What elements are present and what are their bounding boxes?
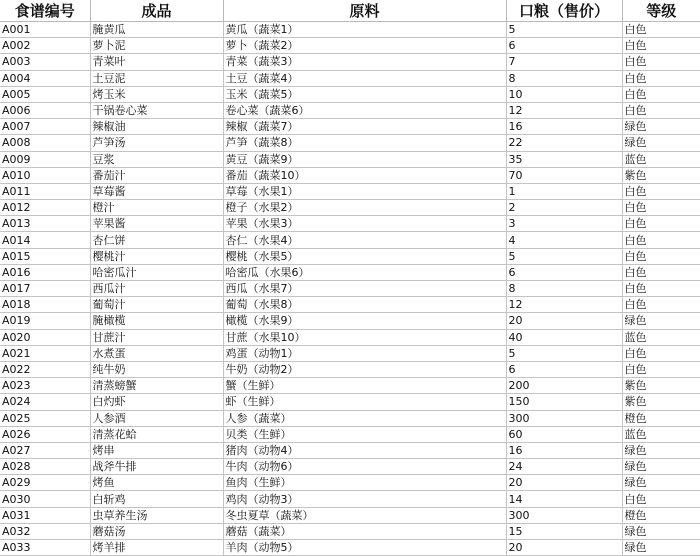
recipe-id-cell[interactable]: A001 [0, 22, 90, 38]
recipe-id-cell[interactable]: A031 [0, 507, 90, 523]
ingredient-cell[interactable]: 蟹（生鲜） [223, 378, 506, 394]
recipe-id-cell[interactable]: A011 [0, 183, 90, 199]
table-row [0, 167, 700, 183]
recipe-id-cell[interactable]: A017 [0, 281, 90, 297]
ingredient-cell[interactable]: 鸡蛋（动物1） [223, 345, 506, 361]
recipe-id-cell[interactable]: A020 [0, 329, 90, 345]
price-cell[interactable]: 7 [506, 54, 622, 70]
table-row [0, 313, 700, 329]
price-cell[interactable]: 16 [506, 119, 622, 135]
product-cell[interactable]: 番茄汁 [90, 167, 223, 183]
grade-cell[interactable]: 紫色 [622, 378, 700, 394]
ingredient-cell[interactable]: 玉米（蔬菜5） [223, 86, 506, 102]
table-row [0, 394, 700, 410]
price-cell[interactable]: 5 [506, 345, 622, 361]
grade-cell[interactable]: 白色 [622, 232, 700, 248]
price-cell[interactable]: 20 [506, 540, 622, 556]
recipe-id-cell[interactable]: A015 [0, 248, 90, 264]
ingredient-cell[interactable]: 葡萄（水果8） [223, 297, 506, 313]
table-row [0, 216, 700, 232]
product-cell[interactable]: 干锅卷心菜 [90, 102, 223, 118]
recipe-id-cell[interactable]: A022 [0, 361, 90, 377]
product-cell[interactable]: 人参酒 [90, 410, 223, 426]
product-cell[interactable]: 烤鱼 [90, 475, 223, 491]
price-cell[interactable]: 300 [506, 507, 622, 523]
table-row [0, 38, 700, 54]
price-cell[interactable]: 4 [506, 232, 622, 248]
table-row [0, 426, 700, 442]
product-cell[interactable]: 草莓酱 [90, 183, 223, 199]
grade-cell[interactable]: 绿色 [622, 523, 700, 539]
recipe-id-cell[interactable]: A023 [0, 378, 90, 394]
grade-cell[interactable]: 绿色 [622, 540, 700, 556]
product-cell[interactable]: 烤羊排 [90, 540, 223, 556]
ingredient-cell[interactable]: 牛奶（动物2） [223, 361, 506, 377]
grade-cell[interactable]: 白色 [622, 491, 700, 507]
product-cell[interactable]: 辣椒油 [90, 119, 223, 135]
recipe-id-cell[interactable]: A004 [0, 70, 90, 86]
grade-cell[interactable]: 白色 [622, 70, 700, 86]
ingredient-cell[interactable]: 萝卜（蔬菜2） [223, 38, 506, 54]
table-row [0, 86, 700, 102]
product-cell[interactable]: 葡萄汁 [90, 297, 223, 313]
recipe-id-cell[interactable]: A006 [0, 102, 90, 118]
recipe-id-cell[interactable]: A032 [0, 523, 90, 539]
ingredient-cell[interactable]: 牛肉（动物6） [223, 459, 506, 475]
ingredient-cell[interactable]: 橄榄（水果9） [223, 313, 506, 329]
grade-cell[interactable]: 绿色 [622, 135, 700, 151]
ingredient-cell[interactable]: 鸡肉（动物3） [223, 491, 506, 507]
grade-cell[interactable]: 橙色 [622, 410, 700, 426]
header-recipe-id[interactable]: 食谱编号 [0, 0, 90, 22]
price-cell[interactable]: 8 [506, 70, 622, 86]
header-ingredient[interactable]: 原料 [223, 0, 506, 22]
grade-cell[interactable]: 白色 [622, 22, 700, 38]
ingredient-cell[interactable]: 贝类（生鲜） [223, 426, 506, 442]
grade-cell[interactable]: 白色 [622, 281, 700, 297]
price-cell[interactable]: 3 [506, 216, 622, 232]
ingredient-cell[interactable]: 草莓（水果1） [223, 183, 506, 199]
price-cell[interactable]: 70 [506, 167, 622, 183]
product-cell[interactable]: 白灼虾 [90, 394, 223, 410]
table-body [0, 22, 700, 556]
recipe-id-cell[interactable]: A005 [0, 86, 90, 102]
grade-cell[interactable]: 橙色 [622, 507, 700, 523]
grade-cell[interactable]: 紫色 [622, 167, 700, 183]
product-cell[interactable]: 西瓜汁 [90, 281, 223, 297]
table-row [0, 248, 700, 264]
product-cell[interactable]: 烤串 [90, 442, 223, 458]
grade-cell[interactable]: 白色 [622, 345, 700, 361]
product-cell[interactable]: 清蒸花蛤 [90, 426, 223, 442]
price-cell[interactable]: 5 [506, 22, 622, 38]
grade-cell[interactable]: 蓝色 [622, 151, 700, 167]
grade-cell[interactable]: 白色 [622, 361, 700, 377]
grade-cell[interactable]: 白色 [622, 102, 700, 118]
grade-cell[interactable]: 白色 [622, 264, 700, 280]
table-row [0, 70, 700, 86]
price-cell[interactable]: 12 [506, 102, 622, 118]
product-cell[interactable]: 腌黄瓜 [90, 22, 223, 38]
price-cell[interactable]: 20 [506, 313, 622, 329]
price-cell[interactable]: 20 [506, 475, 622, 491]
recipe-id-cell[interactable]: A018 [0, 297, 90, 313]
ingredient-cell[interactable]: 甘蔗（水果10） [223, 329, 506, 345]
table-row [0, 442, 700, 458]
price-cell[interactable]: 12 [506, 297, 622, 313]
price-cell[interactable]: 40 [506, 329, 622, 345]
table-row [0, 297, 700, 313]
recipe-id-cell[interactable]: A002 [0, 38, 90, 54]
grade-cell[interactable]: 白色 [622, 216, 700, 232]
table-row [0, 361, 700, 377]
price-cell[interactable]: 10 [506, 86, 622, 102]
ingredient-cell[interactable]: 苹果（水果3） [223, 216, 506, 232]
grade-cell[interactable]: 绿色 [622, 442, 700, 458]
recipe-id-cell[interactable]: A016 [0, 264, 90, 280]
recipe-id-cell[interactable]: A029 [0, 475, 90, 491]
table-row [0, 540, 700, 556]
grade-cell[interactable]: 蓝色 [622, 426, 700, 442]
table-row [0, 329, 700, 345]
product-cell[interactable]: 白斩鸡 [90, 491, 223, 507]
grade-cell[interactable]: 绿色 [622, 119, 700, 135]
ingredient-cell[interactable]: 黄瓜（蔬菜1） [223, 22, 506, 38]
price-cell[interactable]: 60 [506, 426, 622, 442]
ingredient-cell[interactable]: 辣椒（蔬菜7） [223, 119, 506, 135]
price-cell[interactable]: 5 [506, 248, 622, 264]
price-cell[interactable]: 150 [506, 394, 622, 410]
table-row [0, 410, 700, 426]
header-row [0, 0, 700, 22]
table-row [0, 200, 700, 216]
recipe-id-cell[interactable]: A021 [0, 345, 90, 361]
ingredient-cell[interactable]: 黄豆（蔬菜9） [223, 151, 506, 167]
table-row [0, 22, 700, 38]
recipe-id-cell[interactable]: A028 [0, 459, 90, 475]
product-cell[interactable]: 战斧牛排 [90, 459, 223, 475]
product-cell[interactable]: 纯牛奶 [90, 361, 223, 377]
table-row [0, 232, 700, 248]
ingredient-cell[interactable]: 西瓜（水果7） [223, 281, 506, 297]
header-product[interactable]: 成品 [90, 0, 223, 22]
ingredient-cell[interactable]: 羊肉（动物5） [223, 540, 506, 556]
price-cell[interactable]: 24 [506, 459, 622, 475]
product-cell[interactable]: 哈密瓜汁 [90, 264, 223, 280]
recipe-id-cell[interactable]: A026 [0, 426, 90, 442]
price-cell[interactable]: 15 [506, 523, 622, 539]
product-cell[interactable]: 橙汁 [90, 200, 223, 216]
product-cell[interactable]: 豆浆 [90, 151, 223, 167]
grade-cell[interactable]: 绿色 [622, 459, 700, 475]
product-cell[interactable]: 腌橄榄 [90, 313, 223, 329]
table-row [0, 54, 700, 70]
product-cell[interactable]: 青菜叶 [90, 54, 223, 70]
table-row [0, 119, 700, 135]
table-row [0, 345, 700, 361]
product-cell[interactable]: 蘑菇汤 [90, 523, 223, 539]
price-cell[interactable]: 6 [506, 264, 622, 280]
product-cell[interactable]: 萝卜泥 [90, 38, 223, 54]
recipe-id-cell[interactable]: A019 [0, 313, 90, 329]
ingredient-cell[interactable]: 猪肉（动物4） [223, 442, 506, 458]
grade-cell[interactable]: 白色 [622, 38, 700, 54]
price-cell[interactable]: 35 [506, 151, 622, 167]
ingredient-cell[interactable]: 卷心菜（蔬菜6） [223, 102, 506, 118]
ingredient-cell[interactable]: 土豆（蔬菜4） [223, 70, 506, 86]
ingredient-cell[interactable]: 冬虫夏草（蔬菜） [223, 507, 506, 523]
price-cell[interactable]: 1 [506, 183, 622, 199]
ingredient-cell[interactable]: 人参（蔬菜） [223, 410, 506, 426]
product-cell[interactable]: 芦笋汤 [90, 135, 223, 151]
product-cell[interactable]: 水煮蛋 [90, 345, 223, 361]
table-row [0, 507, 700, 523]
price-cell[interactable]: 200 [506, 378, 622, 394]
table-row [0, 475, 700, 491]
table-row [0, 491, 700, 507]
product-cell[interactable]: 杏仁饼 [90, 232, 223, 248]
product-cell[interactable]: 苹果酱 [90, 216, 223, 232]
ingredient-cell[interactable]: 芦笋（蔬菜8） [223, 135, 506, 151]
header-price[interactable]: 口粮（售价） [506, 0, 622, 22]
product-cell[interactable]: 虫草养生汤 [90, 507, 223, 523]
grade-cell[interactable]: 白色 [622, 248, 700, 264]
price-cell[interactable]: 300 [506, 410, 622, 426]
price-cell[interactable]: 8 [506, 281, 622, 297]
product-cell[interactable]: 樱桃汁 [90, 248, 223, 264]
recipe-id-cell[interactable]: A008 [0, 135, 90, 151]
table-row [0, 281, 700, 297]
table-row [0, 264, 700, 280]
ingredient-cell[interactable]: 蘑菇（蔬菜） [223, 523, 506, 539]
ingredient-cell[interactable]: 橙子（水果2） [223, 200, 506, 216]
ingredient-cell[interactable]: 番茄（蔬菜10） [223, 167, 506, 183]
grade-cell[interactable]: 白色 [622, 183, 700, 199]
grade-cell[interactable]: 绿色 [622, 313, 700, 329]
product-cell[interactable]: 烤玉米 [90, 86, 223, 102]
table-row [0, 135, 700, 151]
grade-cell[interactable]: 绿色 [622, 475, 700, 491]
price-cell[interactable]: 22 [506, 135, 622, 151]
recipe-id-cell[interactable]: A007 [0, 119, 90, 135]
recipe-id-cell[interactable]: A003 [0, 54, 90, 70]
table-row [0, 183, 700, 199]
recipe-id-cell[interactable]: A010 [0, 167, 90, 183]
recipe-id-cell[interactable]: A012 [0, 200, 90, 216]
recipe-id-cell[interactable]: A027 [0, 442, 90, 458]
ingredient-cell[interactable]: 杏仁（水果4） [223, 232, 506, 248]
recipe-id-cell[interactable]: A030 [0, 491, 90, 507]
recipe-id-cell[interactable]: A014 [0, 232, 90, 248]
table-row [0, 523, 700, 539]
price-cell[interactable]: 6 [506, 38, 622, 54]
ingredient-cell[interactable]: 青菜（蔬菜3） [223, 54, 506, 70]
recipe-id-cell[interactable]: A025 [0, 410, 90, 426]
grade-cell[interactable]: 白色 [622, 54, 700, 70]
recipe-id-cell[interactable]: A033 [0, 540, 90, 556]
product-cell[interactable]: 土豆泥 [90, 70, 223, 86]
table-row [0, 151, 700, 167]
ingredient-cell[interactable]: 虾（生鲜） [223, 394, 506, 410]
table-row [0, 102, 700, 118]
grade-cell[interactable]: 蓝色 [622, 329, 700, 345]
product-cell[interactable]: 清蒸螃蟹 [90, 378, 223, 394]
recipe-id-cell[interactable]: A009 [0, 151, 90, 167]
product-cell[interactable]: 甘蔗汁 [90, 329, 223, 345]
price-cell[interactable]: 16 [506, 442, 622, 458]
price-cell[interactable]: 2 [506, 200, 622, 216]
price-cell[interactable]: 14 [506, 491, 622, 507]
grade-cell[interactable]: 紫色 [622, 394, 700, 410]
table-row [0, 378, 700, 394]
grade-cell[interactable]: 白色 [622, 86, 700, 102]
header-grade[interactable]: 等级 [622, 0, 700, 22]
grade-cell[interactable]: 白色 [622, 200, 700, 216]
ingredient-cell[interactable]: 鱼肉（生鲜） [223, 475, 506, 491]
ingredient-cell[interactable]: 樱桃（水果5） [223, 248, 506, 264]
price-cell[interactable]: 6 [506, 361, 622, 377]
recipe-id-cell[interactable]: A024 [0, 394, 90, 410]
table-row [0, 459, 700, 475]
recipe-id-cell[interactable]: A013 [0, 216, 90, 232]
grade-cell[interactable]: 白色 [622, 297, 700, 313]
ingredient-cell[interactable]: 哈密瓜（水果6） [223, 264, 506, 280]
